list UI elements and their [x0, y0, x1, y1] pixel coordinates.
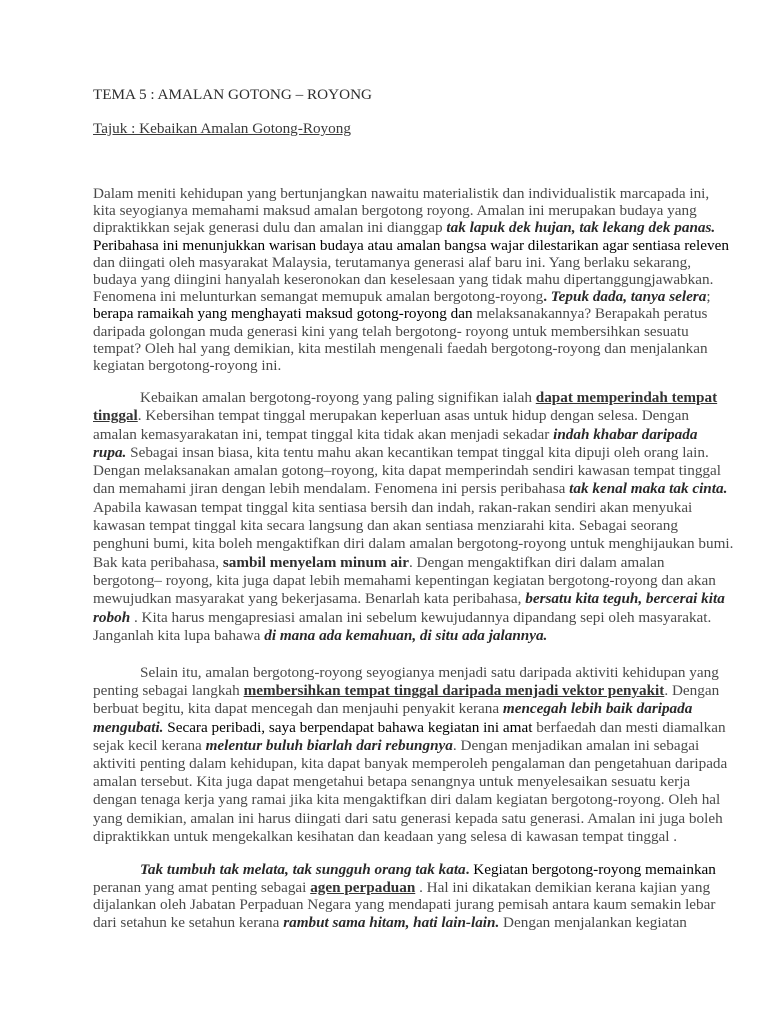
text-line	[93, 340, 729, 357]
text-line	[93, 737, 727, 755]
bold-text: .	[465, 861, 474, 878]
text-run: amalan kemasyarakatan ini, tempat tinggal kita tidak akan menjadi sekadar	[93, 425, 554, 443]
text-run: Fenomena ini melunturkan semangat memupuk amalan bergotong-royong	[93, 288, 544, 306]
text-run: melaksanakannya? Berapakah peratus	[476, 305, 708, 323]
text-line	[93, 700, 727, 718]
text-line	[93, 517, 733, 535]
document-subtitle: Tajuk : Kebaikan Amalan Gotong-Royong	[93, 120, 351, 137]
text-run: . Dengan mengaktifkan diri dalam amalan	[408, 553, 665, 571]
text-line	[93, 664, 727, 682]
text-line	[93, 185, 729, 202]
text-run: Dengan melaksanakan amalan gotong–royong, kita dapat memperindah sendiri kawasan tempat tinggal	[93, 462, 721, 480]
text-run: dijalankan oleh Jabatan Perpaduan Negara yang mendapati jurang pemisah antara kaum semakin lebar	[93, 896, 716, 914]
text-run: amalan tersebut. Kita juga dapat mengetahui betapa senangnya untuk menyelesaikan sesuatu kerja	[93, 773, 691, 791]
key-point: dapat memperindah tempat	[535, 389, 718, 406]
text-run: Apabila kawasan tempat tinggal kita sentiasa bersih dan indah, rakan-rakan sendiri akan menyukai	[93, 498, 693, 516]
text-line	[93, 791, 727, 809]
text-run: penghuni bumi, kita boleh mengaktifkan diri dalam amalan bergotong-royong untuk menghijaukan bumi.	[93, 535, 734, 553]
text-line	[93, 682, 727, 700]
text-run: kegiatan bergotong-royong ini.	[93, 356, 282, 374]
text-run: . Kita harus mengapresiasi amalan ini sebelum kewujudannya dipandang sepi oleh masyarakat.	[130, 608, 712, 626]
text-run: . Kebersihan tempat tinggal merupakan keperluan asas untuk hidup dengan selesa. Dengan	[137, 407, 689, 425]
text-run: tempat? Oleh hal yang demikian, kita mestilah mengenali faedah bergotong-royong dan menjalankan	[93, 339, 708, 357]
text-run: peranan yang amat penting sebagai	[93, 878, 311, 896]
proverb: roboh	[93, 608, 131, 626]
text-line	[93, 357, 729, 374]
proverb: di mana ada kemahuan, di situ ada jalannya.	[264, 626, 548, 644]
text-line	[93, 219, 729, 236]
text-line	[93, 627, 733, 645]
text-line	[93, 499, 733, 517]
key-point: agen perpaduan	[310, 878, 416, 896]
bold-text: .	[543, 288, 551, 306]
text-line	[93, 323, 729, 340]
text-line	[93, 535, 733, 553]
text-run: Dalam meniti kehidupan yang bertunjangkan nawaitu materialistik dan individualistik marcapada ini,	[93, 185, 710, 202]
text-line	[93, 914, 716, 932]
text-line	[93, 755, 727, 773]
text-line	[93, 810, 727, 828]
text-run: . Dengan	[664, 682, 720, 700]
text-run: dipraktikkan sejak generasi dulu dan amalan ini dianggap	[93, 219, 447, 237]
text-run: kawasan tempat tinggal kita secara langsung dan akan sentiasa menziarahi kita. Sebagai seorang	[93, 517, 678, 535]
text-run-dark: berapa ramaikah yang menghayati maksud gotong-royong dan	[93, 305, 477, 323]
paragraph	[93, 861, 716, 932]
text-line	[93, 828, 727, 846]
text-line	[93, 444, 733, 462]
text-line	[93, 254, 729, 271]
text-run: berbuat begitu, kita dapat mencegah dan menjauhi penyakit kerana	[93, 700, 503, 718]
text-run: dipraktikkan untuk mengekalkan kesihatan dan keadaan yang selesa di kawasan tempat tinggal .	[93, 827, 678, 845]
paragraph	[93, 185, 729, 374]
text-run: yang demikian, amalan ini harus diingati dari satu generasi kepada satu generasi. Amalan ini juga boleh	[93, 809, 723, 827]
text-run: penting sebagai langkah	[93, 682, 244, 700]
text-run: bergotong– royong, kita juga dapat lebih memahami kepentingan kegiatan bergotong-royong dan akan	[93, 571, 716, 589]
text-line	[93, 554, 733, 572]
text-line	[93, 305, 729, 322]
text-line	[93, 407, 733, 425]
text-line	[93, 719, 727, 737]
text-line	[93, 462, 733, 480]
text-line	[93, 237, 729, 254]
proverb: Tak tumbuh tak melata, tak sungguh orang tak kata	[140, 861, 466, 878]
proverb: bersatu kita teguh, bercerai kita	[525, 590, 725, 608]
text-line	[93, 572, 733, 590]
text-line	[93, 426, 733, 444]
text-run: dan memahami jiran dengan lebih mendalam. Fenomena ini persis peribahasa	[93, 480, 570, 498]
proverb: tak lapuk dek hujan, tak lekang dek panas.	[446, 219, 716, 237]
key-point: membersihkan tempat tinggal daripada menjadi vektor penyakit	[243, 682, 665, 700]
bold-text: sambil menyelam minum air	[222, 553, 409, 571]
text-line	[93, 202, 729, 219]
text-run: dan diingati oleh masyarakat Malaysia, terutamanya generasi alaf baru ini. Yang berlaku sekarang,	[93, 253, 692, 271]
key-point: tinggal	[93, 407, 138, 425]
proverb: rambut sama hitam, hati lain-lain.	[283, 914, 500, 932]
text-run: Selain itu, amalan bergotong-royong seyogianya menjadi satu daripada aktiviti kehidupan yang	[140, 664, 719, 681]
text-run: dengan tenaga kerja yang ramai jika kita mengaktifkan diri dalam kegiatan bergotong-royong. Oleh hal	[93, 791, 721, 809]
text-run: dari setahun ke setahun kerana	[93, 914, 284, 932]
text-run: Dengan menjalankan kegiatan	[499, 914, 687, 932]
text-run-dark: Secara peribadi, saya berpendapat bahawa kegiatan ini amat	[163, 718, 537, 736]
proverb: mencegah lebih baik daripada	[502, 700, 693, 718]
text-line	[93, 590, 733, 608]
text-run-dark: Peribahasa ini menunjukkan warisan budaya atau amalan bangsa wajar dilestarikan agar sentiasa releven	[93, 236, 729, 254]
proverb: indah khabar daripada	[553, 425, 698, 443]
text-run: . Hal ini dikatakan demikian kerana kajian yang	[415, 878, 711, 896]
proverb: melentur buluh biarlah dari rebungnya	[205, 736, 453, 754]
text-line	[93, 861, 716, 879]
text-run: mewujudkan masyarakat yang bekerjasama. Benarlah kata peribahasa,	[93, 590, 526, 608]
paragraph	[93, 389, 733, 645]
text-line	[93, 879, 716, 897]
text-run: kita seyogianya memahami maksud amalan bergotong royong. Amalan ini merupakan budaya yang	[93, 202, 697, 220]
text-run: aktiviti penting dalam kehidupan, kita dapat banyak memperoleh pengalaman dan pengetahuan daripada	[93, 754, 728, 772]
proverb: Tepuk dada, tanya selera	[550, 288, 707, 306]
text-run: daripada golongan muda generasi kini yang telah bergotong- royong untuk membersihkan sesuatu	[93, 322, 689, 340]
text-run: budaya yang diingini hanyalah keseronokan dan keselesaan yang tidak mahu dipertanggungjawabkan.	[93, 270, 714, 288]
text-line	[93, 480, 733, 498]
text-run: Sebagai insan biasa, kita tentu mahu akan kecantikan tempat tinggal kita dipuji oleh orang lain.	[126, 443, 709, 461]
text-line	[93, 896, 716, 914]
proverb: tak kenal maka tak cinta.	[569, 480, 728, 498]
text-run: Janganlah kita lupa bahawa	[93, 626, 265, 644]
text-line	[93, 389, 733, 407]
paragraph	[93, 664, 727, 846]
text-run: berfaedah dan mesti diamalkan	[536, 718, 726, 736]
proverb: mengubati.	[93, 718, 164, 736]
text-line	[93, 773, 727, 791]
text-run: ;	[706, 288, 711, 306]
text-run: Bak kata peribahasa,	[93, 553, 223, 571]
text-run: Kebaikan amalan bergotong-royong yang paling signifikan ialah	[140, 389, 536, 406]
proverb: rupa.	[93, 443, 127, 461]
text-run: sejak kecil kerana	[93, 736, 206, 754]
text-line	[93, 609, 733, 627]
text-run: . Dengan menjadikan amalan ini sebagai	[452, 736, 700, 754]
text-line	[93, 271, 729, 288]
text-line	[93, 288, 729, 305]
text-run-dark: Kegiatan bergotong-royong memainkan	[473, 861, 716, 878]
document-title: TEMA 5 : AMALAN GOTONG – ROYONG	[93, 86, 373, 103]
